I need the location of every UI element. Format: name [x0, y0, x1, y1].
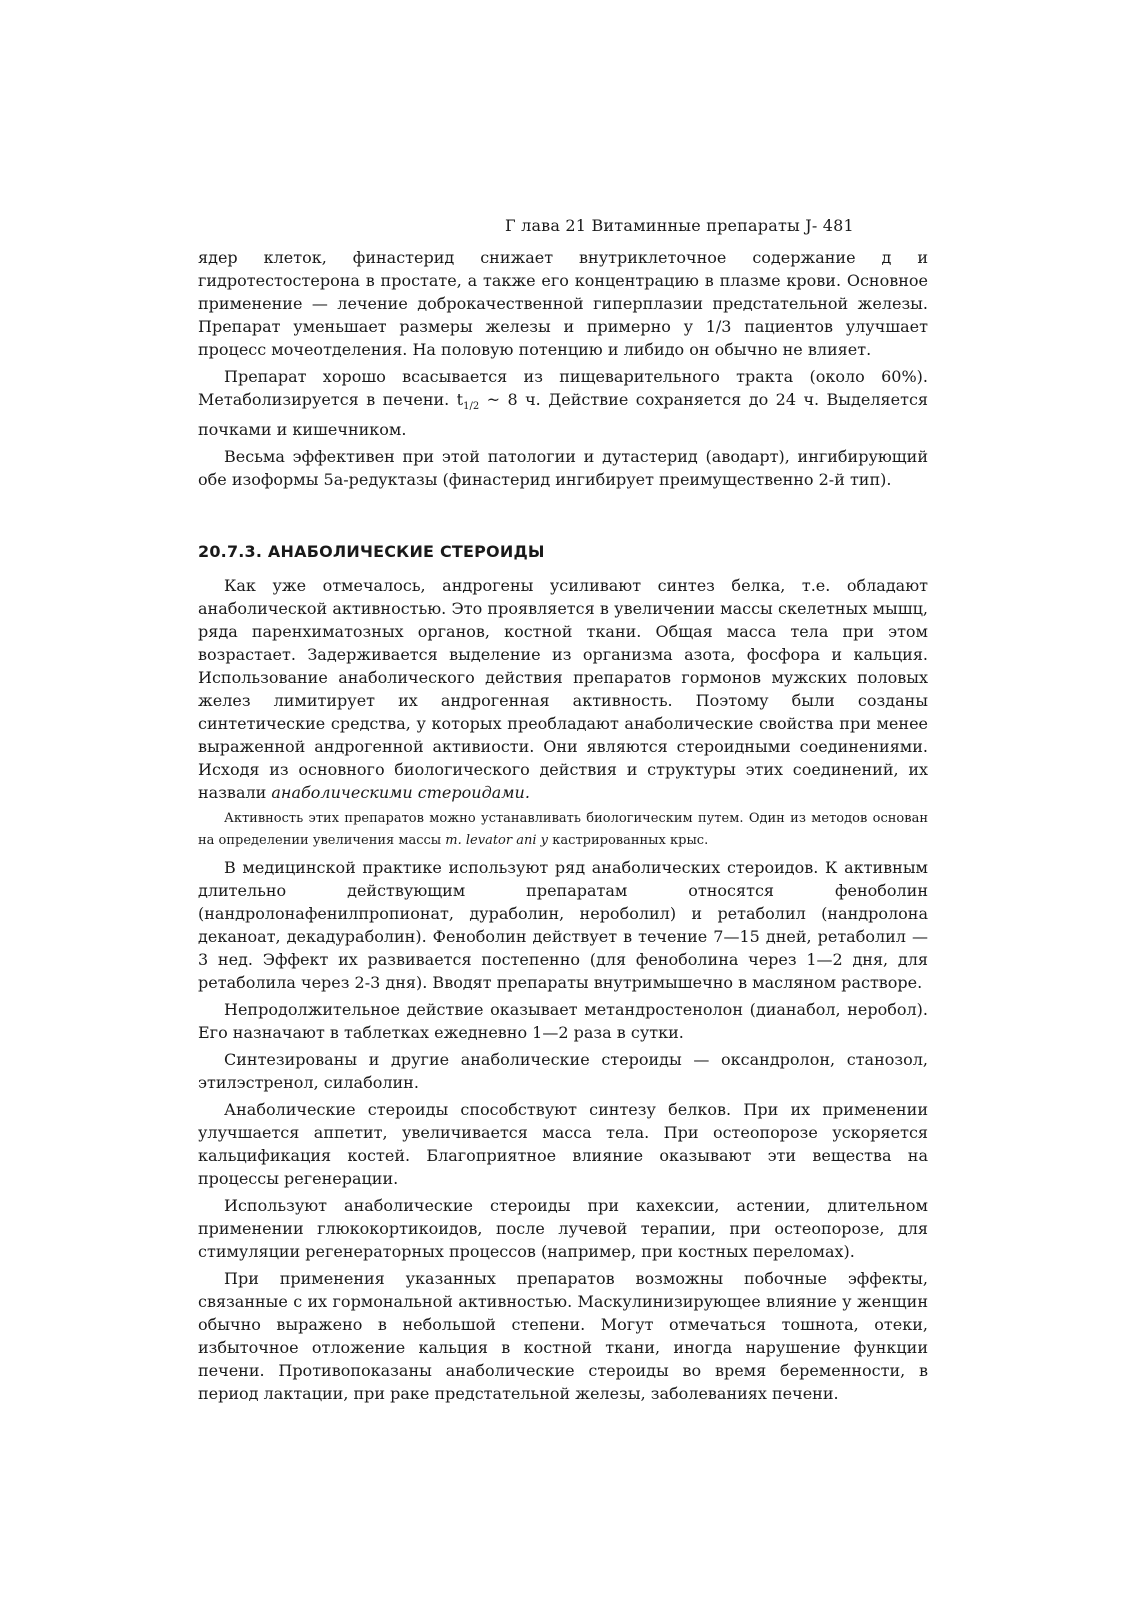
paragraph-indications: Используют анаболические стероиды при кахексии, астении, длительном применении глюкокортикоидов, после лучевой терапии, при остеопорозе, для стимуляции регенераторных процессов (например, при костных переломах).	[198, 1196, 928, 1261]
finasteride-paragraph: ядер клеток, финастерид снижает внутриклеточное содержание д и гидротестостерона в простате, а также его концентрацию в плазме крови. Основное применение — лечение доброкачественной гиперплазии предстательной железы. Препарат уменьшает размеры железы и примерно у 1/3 пациентов улучшает процесс мочеотделения. На половую потенцию и либидо он обычно не влияет.	[198, 248, 928, 359]
intro-paragraph: Как уже отмечалось, андрогены усиливают синтез белка, т.е. обладают анаболической активностью. Это проявляется в увеличении массы скелетных мышц, ряда паренхиматозных органов, костной ткани. Общая масса тела при этом возрастает. Задерживается выделение из организма азота, фосфора и кальция. Использование анаболического действия препаратов гормонов мужских половых желез лимитирует их андрогенная активность. Поэтому были созданы синтетические средства, у которых преобладают анаболические свойства при менее выраженной андрогенной активиости. Они являются стероидными соединениями. Исходя из основного биологического действия и структуры этих соединений, их назвали анаболическими стероидами.	[198, 576, 928, 802]
italic-term: анаболическими стероидами.	[271, 783, 530, 802]
running-head: Г лава 21 Витаминные препараты J- 481	[505, 216, 854, 235]
paragraph-methandrostenolone: Непродолжительное действие оказывает метандростенолон (дианабол, неробол). Его назначают в таблетках ежедневно 1—2 раза в сутки.	[198, 1000, 928, 1042]
dutasteride-paragraph: Весьма эффективен при этой патологии и дутастерид (аводарт), ингибирующий обе изоформы 5а-редуктазы (финастерид ингибирует преимущественно 2-й тип).	[198, 447, 928, 490]
top-text-block	[198, 246, 928, 495]
small-print-note: Активность этих препаратов можно устанавливать биологическим путем. Один из методов основан на определении увеличения массы т. levator ani у кастрированных крыс.	[198, 811, 928, 848]
absorption-paragraph: Препарат хорошо всасывается из пищеварительного тракта (около 60%). Метаболизируется в печени. $t_{1/2}$ ~ 8 ч. Действие сохраняется до 24 ч. Выделяется почками и кишечником.	[198, 367, 928, 440]
paragraph-side-effects: При применения указанных препаратов возможны побочные эффекты, связанные с их гормональной активностью. Маскулинизирующее влияние у женщин обычно выражено в небольшой степени. Могут отмечаться тошнота, отеки, избыточное отложение кальция в костной ткани, иногда нарушение функции печени. Противопоказаны анаболические стероиды во время беременности, в период лактации, при раке предстательной железы, заболеваниях печени.	[198, 1269, 928, 1403]
half-life-subscript: 1/2	[463, 401, 480, 413]
section-heading: 20.7.3. АНАБОЛИЧЕСКИЕ СТЕРОИДЫ	[198, 542, 545, 561]
italic-muscle-name: т. levator ani у	[445, 833, 549, 848]
paragraph-other-steroids: Синтезированы и другие анаболические стероиды — оксандролон, станозол, этилэстренол, силаболин.	[198, 1050, 928, 1092]
paragraph-effects: Анаболические стероиды способствуют синтезу белков. При их применении улучшается аппетит, увеличивается масса тела. При остеопорозе ускоряется кальцификация костей. Благоприятное влияние оказывают эти вещества на процессы регенерации.	[198, 1100, 928, 1188]
paragraph-preparations: В медицинской практике используют ряд анаболических стероидов. К активным длительно действующим препаратам относятся феноболин (нандролонафенилпропионат, дураболин, нероболил) и ретаболил (нандролона деканоат, декадураболин). Феноболин действует в течение 7—15 дней, ретаболил — 3 нед. Эффект их развивается постепенно (для феноболина через 1—2 дня, для ретаболила через 2-3 дня). Вводят препараты внутримышечно в масляном растворе.	[198, 858, 928, 992]
section-text-block	[198, 574, 928, 1409]
